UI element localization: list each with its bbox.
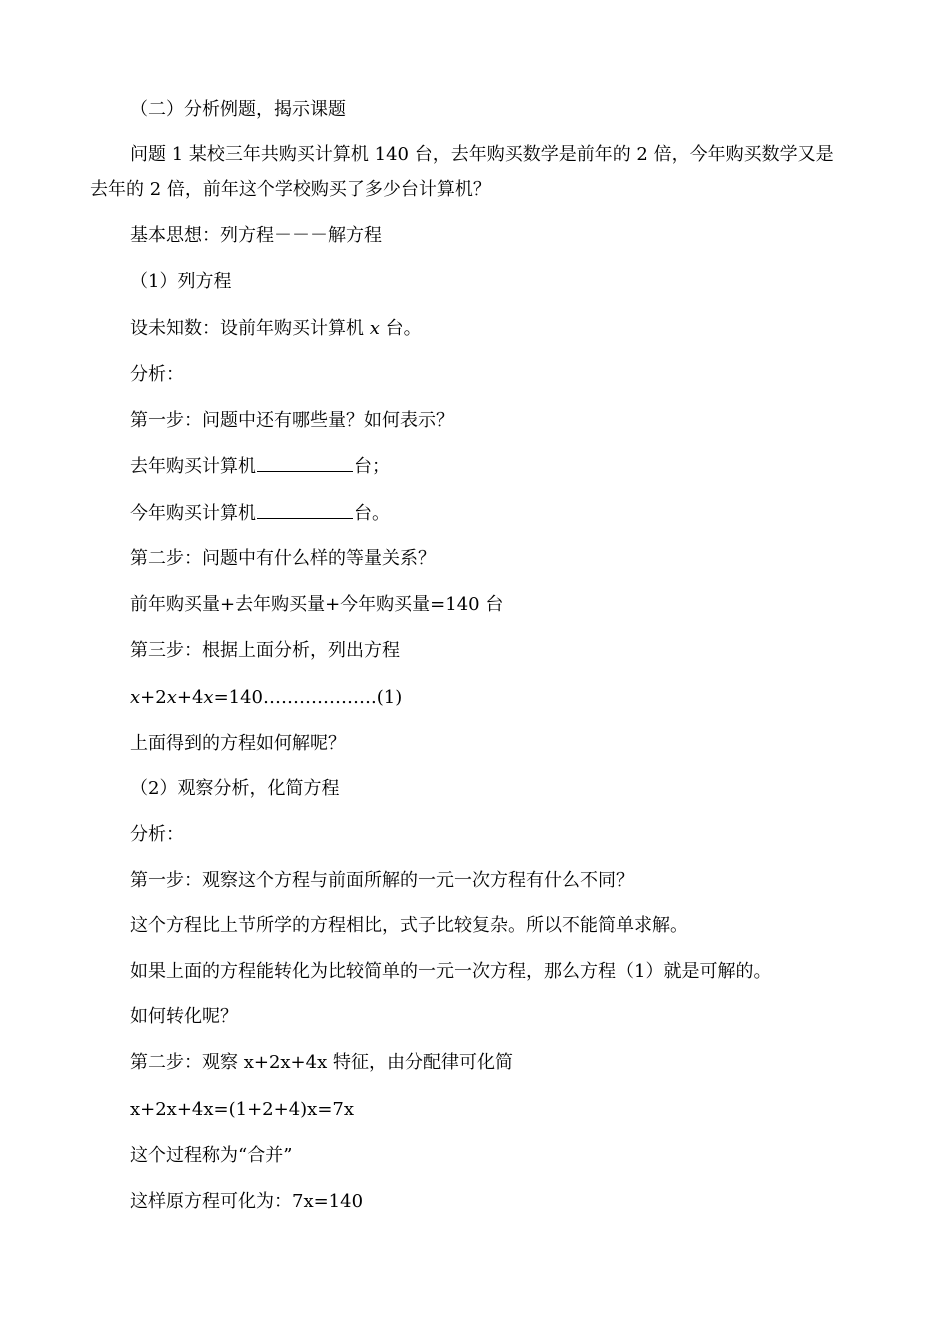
eq-term-3: +4: [176, 687, 204, 708]
this-year-label: 今年购买计算机: [130, 503, 256, 524]
observe-step-1: 第一步：观察这个方程与前面所解的一元一次方程有什么不同？: [130, 870, 634, 891]
last-year-unit: 台；: [354, 456, 390, 477]
equation-1: [130, 685, 402, 711]
eq-term-2: +2: [140, 687, 167, 708]
last-year-fill-in: [130, 453, 390, 480]
eq-var-3: x: [203, 687, 214, 708]
observe-comparison: 这个方程比上节所学的方程相比，式子比较复杂。所以不能简单求解。: [130, 915, 688, 936]
step-2-question: 第二步：问题中有什么样的等量关系？: [130, 548, 436, 569]
set-unknown-text: 设未知数：设前年购买计算机: [130, 318, 370, 339]
set-unknown-unit: 台。: [379, 318, 422, 339]
how-to-solve: 上面得到的方程如何解呢？: [130, 733, 346, 754]
basic-idea: 基本思想：列方程－－－解方程: [130, 225, 382, 246]
equality-relation: 前年购买量+去年购买量+今年购买量=140 台: [130, 594, 504, 615]
observe-step-2: 第二步：观察 x+2x+4x 特征，由分配律可化简: [130, 1052, 513, 1073]
step-3-instruction: 第三步：根据上面分析，列出方程: [130, 640, 400, 661]
this-year-unit: 台。: [354, 503, 390, 524]
step-1-question: 第一步：问题中还有哪些量？如何表示？: [130, 410, 454, 431]
part-1-heading: （1）列方程: [130, 271, 232, 292]
simplified-equation: 这样原方程可化为：7x=140: [130, 1191, 364, 1212]
set-unknown: [130, 316, 422, 342]
how-to-transform: 如何转化呢？: [130, 1006, 238, 1027]
eq-var-1: x: [130, 687, 141, 708]
combine-term: 这个过程称为“合并”: [130, 1145, 293, 1166]
this-year-blank[interactable]: [257, 500, 353, 519]
combine-equation: x+2x+4x=(1+2+4)x=7x: [130, 1099, 355, 1120]
eq-var-2: x: [166, 687, 177, 708]
analysis-label-1: 分析：: [130, 364, 184, 385]
last-year-label: 去年购买计算机: [130, 456, 256, 477]
observe-transform: 如果上面的方程能转化为比较简单的一元一次方程，那么方程（1）就是可解的。: [130, 961, 772, 982]
part-2-heading: （2）观察分析，化简方程: [130, 778, 340, 799]
problem-1-line-1: 问题 1 某校三年共购买计算机 140 台，去年购买数学是前年的 2 倍，今年购买数学又是: [130, 144, 834, 165]
eq-rest: =140……………….(1): [213, 687, 403, 708]
problem-1-line-2: 去年的 2 倍，前年这个学校购买了多少台计算机？: [90, 179, 491, 200]
this-year-fill-in: [130, 500, 390, 527]
variable-x: x: [369, 318, 380, 339]
analysis-label-2: 分析：: [130, 824, 184, 845]
last-year-blank[interactable]: [257, 453, 353, 472]
section-heading: （二）分析例题，揭示课题: [130, 99, 346, 120]
